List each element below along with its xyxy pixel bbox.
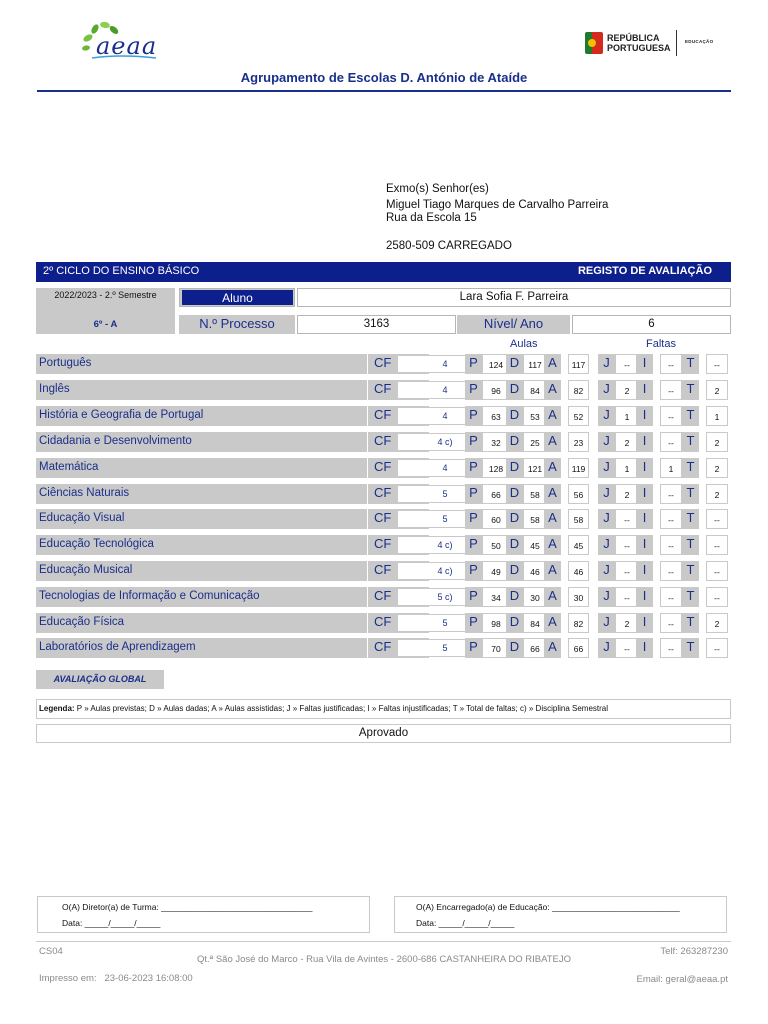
school-title: Agrupamento de Escolas D. António de Ataíde <box>240 70 528 85</box>
legend-label: Legenda: <box>39 704 75 713</box>
a-label: A <box>544 458 561 478</box>
subject-name: Português <box>36 354 367 374</box>
d-label: D <box>506 432 523 452</box>
school-year: 2022/2023 - 2.º Semestre <box>54 290 157 300</box>
a-value: 82 <box>568 613 589 633</box>
address-salutation: Exmo(s) Senhor(es) <box>386 183 489 195</box>
subject-name: Educação Musical <box>36 561 367 581</box>
director-line: O(A) Diretor(a) de Turma: ________________________________ <box>62 902 313 912</box>
cf-label: CF <box>368 458 429 478</box>
d-label: D <box>506 406 523 426</box>
subject-row <box>36 638 731 660</box>
i-value: -- <box>660 406 682 426</box>
subject-row <box>36 509 731 531</box>
i-label: I <box>636 509 653 529</box>
p-label: P <box>465 380 482 400</box>
t-value: 2 <box>706 380 728 400</box>
doc-code: CS04 <box>39 946 63 957</box>
p-value: 98 <box>482 613 510 633</box>
j-value: 2 <box>615 380 639 400</box>
a-label: A <box>544 535 561 555</box>
record-label: REGISTO DE AVALIAÇÃO <box>577 265 712 277</box>
i-value: -- <box>660 561 682 581</box>
a-label: A <box>544 613 561 633</box>
j-label: J <box>598 638 615 658</box>
subject-name: Educação Visual <box>36 509 367 529</box>
t-value: -- <box>706 587 728 607</box>
address-postal: 2580-509 CARREGADO <box>386 240 512 252</box>
cf-grade: 4 <box>397 407 493 425</box>
j-value: 2 <box>615 484 639 504</box>
t-value: 2 <box>706 484 728 504</box>
t-value: -- <box>706 638 728 658</box>
flag-icon <box>585 32 603 54</box>
t-label: T <box>682 535 699 555</box>
subject-name: Educação Física <box>36 613 367 633</box>
t-label: T <box>682 561 699 581</box>
subject-name: História e Geografia de Portugal <box>36 406 367 426</box>
t-value: -- <box>706 561 728 581</box>
j-label: J <box>598 535 615 555</box>
cf-label: CF <box>368 406 429 426</box>
nivel-label: Nível/ Ano <box>457 315 570 334</box>
cf-label: CF <box>368 484 429 504</box>
a-value: 58 <box>568 509 589 529</box>
j-label: J <box>598 613 615 633</box>
cf-grade: 4 <box>397 459 493 477</box>
t-value: -- <box>706 509 728 529</box>
t-label: T <box>682 406 699 426</box>
p-value: 63 <box>482 406 510 426</box>
final-result: Aprovado <box>36 724 731 743</box>
subject-row <box>36 535 731 557</box>
p-value: 70 <box>482 638 510 658</box>
j-label: J <box>598 354 615 374</box>
a-value: 56 <box>568 484 589 504</box>
j-label: J <box>598 484 615 504</box>
d-value: 58 <box>523 484 547 504</box>
footer-divider <box>36 941 731 942</box>
guardian-signature-box <box>394 896 727 933</box>
cf-label: CF <box>368 561 429 581</box>
d-value: 30 <box>523 587 547 607</box>
cf-label: CF <box>368 432 429 452</box>
a-value: 117 <box>568 354 589 374</box>
t-value: -- <box>706 354 728 374</box>
p-value: 50 <box>482 535 510 555</box>
director-date: Data: _____/_____/_____ <box>62 918 161 928</box>
d-value: 66 <box>523 638 547 658</box>
j-value: -- <box>615 354 639 374</box>
cf-grade: 5 c) <box>397 588 493 606</box>
j-value: 1 <box>615 406 639 426</box>
subject-row <box>36 587 731 609</box>
cf-label: CF <box>368 535 429 555</box>
p-label: P <box>465 484 482 504</box>
j-value: -- <box>615 509 639 529</box>
t-value: 1 <box>706 406 728 426</box>
j-label: J <box>598 406 615 426</box>
i-value: -- <box>660 587 682 607</box>
d-value: 84 <box>523 613 547 633</box>
cf-label: CF <box>368 638 429 658</box>
p-label: P <box>465 561 482 581</box>
a-label: A <box>544 432 561 452</box>
d-label: D <box>506 354 523 374</box>
subject-name: Cidadania e Desenvolvimento <box>36 432 367 452</box>
d-value: 45 <box>523 535 547 555</box>
j-label: J <box>598 561 615 581</box>
i-label: I <box>636 561 653 581</box>
subject-name: Inglês <box>36 380 367 400</box>
a-label: A <box>544 509 561 529</box>
subject-row <box>36 432 731 454</box>
t-label: T <box>682 638 699 658</box>
i-value: -- <box>660 613 682 633</box>
header-divider <box>37 90 731 92</box>
d-label: D <box>506 638 523 658</box>
d-value: 84 <box>523 380 547 400</box>
i-label: I <box>636 638 653 658</box>
j-value: -- <box>615 535 639 555</box>
gov-department: EDUCAÇÃO <box>685 39 714 44</box>
j-value: 1 <box>615 458 639 478</box>
subject-row <box>36 561 731 583</box>
class-name: 6º - A <box>93 319 118 330</box>
cf-label: CF <box>368 380 429 400</box>
subject-name: Ciências Naturais <box>36 484 367 504</box>
i-label: I <box>636 406 653 426</box>
cf-grade: 4 c) <box>397 536 493 554</box>
cf-label: CF <box>368 587 429 607</box>
d-label: D <box>506 613 523 633</box>
cf-grade: 4 c) <box>397 562 493 580</box>
i-value: -- <box>660 484 682 504</box>
a-label: A <box>544 354 561 374</box>
t-label: T <box>682 613 699 633</box>
a-value: 52 <box>568 406 589 426</box>
cf-grade: 4 c) <box>397 433 493 451</box>
j-value: 2 <box>615 432 639 452</box>
class-info <box>36 288 175 334</box>
faltas-header: Faltas <box>646 338 676 350</box>
d-label: D <box>506 509 523 529</box>
d-value: 25 <box>523 432 547 452</box>
d-value: 117 <box>523 354 547 374</box>
address-name: Miguel Tiago Marques de Carvalho Parreira <box>386 199 609 211</box>
i-value: -- <box>660 535 682 555</box>
d-label: D <box>506 535 523 555</box>
j-label: J <box>598 587 615 607</box>
subject-name: Tecnologias de Informação e Comunicação <box>36 587 367 607</box>
t-label: T <box>682 432 699 452</box>
cf-grade: 5 <box>397 485 493 503</box>
subject-name: Educação Tecnológica <box>36 535 367 555</box>
j-label: J <box>598 432 615 452</box>
guardian-line: O(A) Encarregado(a) de Educação: ___________________________ <box>416 902 680 912</box>
a-value: 45 <box>568 535 589 555</box>
guardian-date: Data: _____/_____/_____ <box>416 918 515 928</box>
p-value: 66 <box>482 484 510 504</box>
i-label: I <box>636 380 653 400</box>
t-label: T <box>682 484 699 504</box>
t-label: T <box>682 509 699 529</box>
j-label: J <box>598 509 615 529</box>
subject-row <box>36 406 731 428</box>
cf-grade: 5 <box>397 639 493 657</box>
cycle-label: 2º CICLO DO ENSINO BÁSICO <box>43 265 200 277</box>
t-value: 2 <box>706 432 728 452</box>
j-value: -- <box>615 638 639 658</box>
j-value: -- <box>615 561 639 581</box>
legend-text: P » Aulas previstas; D » Aulas dadas; A » Aulas assistidas; J » Faltas justificadas; I » Faltas injustificadas; T » Total de faltas; c) » Disciplina Semestral <box>74 704 609 713</box>
a-label: A <box>544 587 561 607</box>
p-label: P <box>465 638 482 658</box>
p-label: P <box>465 509 482 529</box>
logo-wordmark: aeaa <box>96 32 158 60</box>
t-value: -- <box>706 535 728 555</box>
subject-row <box>36 354 731 376</box>
a-label: A <box>544 380 561 400</box>
a-value: 119 <box>568 458 589 478</box>
i-value: -- <box>660 354 682 374</box>
p-value: 34 <box>482 587 510 607</box>
p-value: 96 <box>482 380 510 400</box>
a-label: A <box>544 484 561 504</box>
director-signature-box <box>37 896 370 933</box>
i-value: 1 <box>660 458 682 478</box>
cf-grade: 5 <box>397 614 493 632</box>
aluno-label-box <box>179 288 295 307</box>
section-band <box>36 262 731 282</box>
school-logo <box>78 20 162 62</box>
d-value: 53 <box>523 406 547 426</box>
t-label: T <box>682 587 699 607</box>
p-label: P <box>465 406 482 426</box>
cf-grade: 4 <box>397 381 493 399</box>
i-value: -- <box>660 638 682 658</box>
footer-phone: Telf: 263287230 <box>660 946 728 957</box>
i-label: I <box>636 613 653 633</box>
aluno-label: Aluno <box>182 290 293 305</box>
d-value: 46 <box>523 561 547 581</box>
cf-grade: 5 <box>397 510 493 528</box>
i-value: -- <box>660 509 682 529</box>
j-label: J <box>598 458 615 478</box>
d-label: D <box>506 380 523 400</box>
p-label: P <box>465 354 482 374</box>
a-value: 23 <box>568 432 589 452</box>
t-label: T <box>682 380 699 400</box>
nivel-value: 6 <box>572 315 731 334</box>
t-value: 2 <box>706 458 728 478</box>
aulas-header: Aulas <box>510 338 538 350</box>
i-value: -- <box>660 380 682 400</box>
i-value: -- <box>660 432 682 452</box>
student-name: Lara Sofia F. Parreira <box>297 288 731 307</box>
footer-address: Qt.ª São José do Marco - Rua Vila de Avintes - 2600-686 CASTANHEIRA DO RIBATEJO <box>197 954 571 965</box>
cf-label: CF <box>368 354 429 374</box>
column-headers <box>0 338 768 352</box>
d-label: D <box>506 458 523 478</box>
d-value: 121 <box>523 458 547 478</box>
a-label: A <box>544 561 561 581</box>
cf-label: CF <box>368 509 429 529</box>
p-value: 32 <box>482 432 510 452</box>
gov-name: REPÚBLICA PORTUGUESA <box>607 33 671 53</box>
p-label: P <box>465 458 482 478</box>
p-label: P <box>465 613 482 633</box>
cf-label: CF <box>368 613 429 633</box>
subject-row <box>36 484 731 506</box>
p-label: P <box>465 587 482 607</box>
a-value: 30 <box>568 587 589 607</box>
subject-name: Laboratórios de Aprendizagem <box>36 638 367 658</box>
cf-grade: 4 <box>397 355 493 373</box>
i-label: I <box>636 354 653 374</box>
d-label: D <box>506 561 523 581</box>
a-value: 66 <box>568 638 589 658</box>
processo-value: 3163 <box>297 315 456 334</box>
a-value: 46 <box>568 561 589 581</box>
i-label: I <box>636 432 653 452</box>
p-value: 124 <box>482 354 510 374</box>
j-label: J <box>598 380 615 400</box>
a-value: 82 <box>568 380 589 400</box>
gov-separator <box>676 30 677 56</box>
t-label: T <box>682 458 699 478</box>
p-label: P <box>465 432 482 452</box>
processo-label: N.º Processo <box>179 315 295 334</box>
d-label: D <box>506 587 523 607</box>
legend <box>36 699 731 719</box>
subject-row <box>36 380 731 402</box>
subject-row <box>36 458 731 480</box>
t-label: T <box>682 354 699 374</box>
i-label: I <box>636 587 653 607</box>
subject-name: Matemática <box>36 458 367 478</box>
a-label: A <box>544 638 561 658</box>
t-value: 2 <box>706 613 728 633</box>
gov-logo <box>585 30 715 56</box>
a-label: A <box>544 406 561 426</box>
p-value: 128 <box>482 458 510 478</box>
p-value: 60 <box>482 509 510 529</box>
j-value: 2 <box>615 613 639 633</box>
j-value: -- <box>615 587 639 607</box>
d-label: D <box>506 484 523 504</box>
i-label: I <box>636 484 653 504</box>
printed-info: Impresso em: 23-06-2023 16:08:00 <box>39 973 193 984</box>
p-label: P <box>465 535 482 555</box>
d-value: 58 <box>523 509 547 529</box>
address-street: Rua da Escola 15 <box>386 212 477 224</box>
i-label: I <box>636 458 653 478</box>
i-label: I <box>636 535 653 555</box>
p-value: 49 <box>482 561 510 581</box>
footer-email: Email: geral@aeaa.pt <box>636 974 728 985</box>
global-evaluation-label: AVALIAÇÃO GLOBAL <box>36 670 164 689</box>
subject-row <box>36 613 731 635</box>
